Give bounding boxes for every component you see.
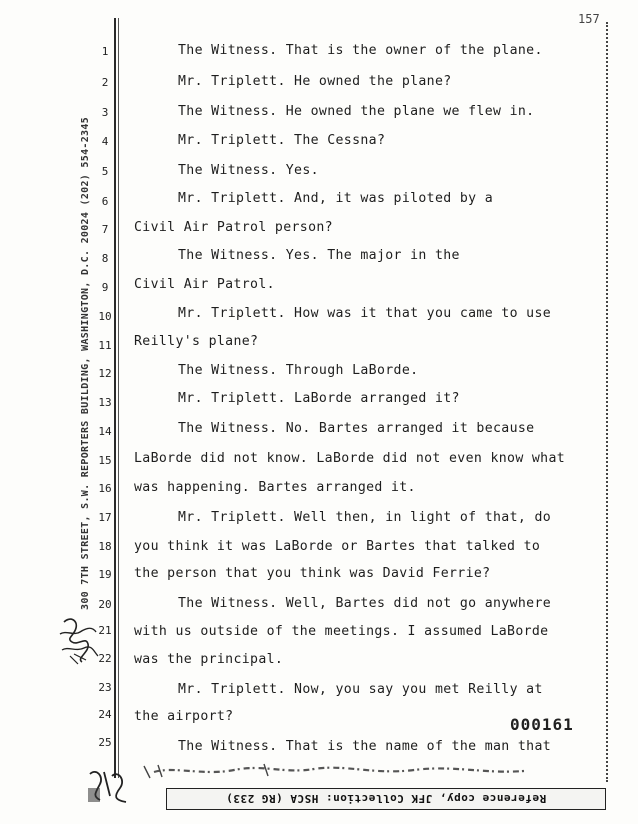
transcript-line: you think it was LaBorde or Bartes that talked to [134,539,541,554]
transcript-line: Mr. Triplett. And, it was piloted by a [178,191,494,206]
transcript-line: The Witness. No. Bartes arranged it because [178,421,535,436]
transcript-line: The Witness. Yes. The major in the [178,248,460,263]
line-number: 9 [101,281,109,294]
line-number: 6 [101,195,109,208]
transcript-line: the person that you think was David Ferrie? [134,566,491,581]
line-number: 8 [101,252,109,265]
line-number: 19 [98,568,112,581]
transcript-line: with us outside of the meetings. I assumed LaBorde [134,624,549,639]
line-number: 21 [98,624,112,637]
transcript-line: LaBorde did not know. LaBorde did not even know what [134,451,566,466]
line-number: 5 [101,165,109,178]
transcript-line: Reilly's plane? [134,334,259,349]
line-number: 17 [98,511,112,524]
transcript-line: The Witness. He owned the plane we flew in. [178,104,535,119]
line-number: 11 [98,339,112,352]
transcript-line: Civil Air Patrol. [134,277,275,292]
reporter-imprint: 300 7TH STREET, S.W. REPORTERS BUILDING, WASHINGTON, D.C. 20024 (202) 554-2345 [80,117,91,610]
transcript-line: The Witness. That is the name of the man that [178,739,552,754]
line-number: 12 [98,367,112,380]
reference-copy-stamp: Reference copy, JFK Collection: HSCA (RG 233) [166,788,606,810]
line-number: 16 [98,482,112,495]
transcript-line: Mr. Triplett. Well then, in light of that, do [178,510,552,525]
transcript-line: Mr. Triplett. The Cessna? [178,133,386,148]
transcript-line: Mr. Triplett. Now, you say you met Reilly at [178,682,543,697]
line-number: 25 [98,736,112,749]
transcript-line: was the principal. [134,652,284,667]
transcript-line: Civil Air Patrol person? [134,220,333,235]
transcript-line: The Witness. Yes. [178,163,319,178]
document-number: 000161 [510,715,574,734]
line-number: 18 [98,540,112,553]
line-number: 23 [98,681,112,694]
transcript-line: The Witness. Well, Bartes did not go anywhere [178,596,552,611]
corner-mark-icon [86,766,134,806]
line-number: 20 [98,598,112,611]
transcript-line: The Witness. Through LaBorde. [178,363,419,378]
line-number: 3 [101,106,109,119]
line-number: 15 [98,454,112,467]
left-margin-rule [114,18,116,778]
transcript-line: Mr. Triplett. He owned the plane? [178,74,452,89]
transcript-line: was happening. Bartes arranged it. [134,480,416,495]
transcript-line: Mr. Triplett. How was it that you came to use [178,306,552,321]
page-number: 157 [578,12,600,26]
margin-scribble-icon [56,612,100,668]
line-number: 24 [98,708,112,721]
line-number: 13 [98,396,112,409]
transcript-line: The Witness. That is the owner of the plane. [178,43,543,58]
transcript-line: Mr. Triplett. LaBorde arranged it? [178,391,460,406]
line-number: 10 [98,310,112,323]
line-number: 14 [98,425,112,438]
smudged-text-strip [84,760,584,782]
line-number: 22 [98,652,112,665]
line-number: 7 [101,223,109,236]
line-number: 1 [101,45,109,58]
right-margin-rule [606,22,608,782]
line-number: 2 [101,76,109,89]
line-number: 4 [101,135,109,148]
transcript-line: the airport? [134,709,234,724]
left-margin-rule-inner [118,18,119,778]
